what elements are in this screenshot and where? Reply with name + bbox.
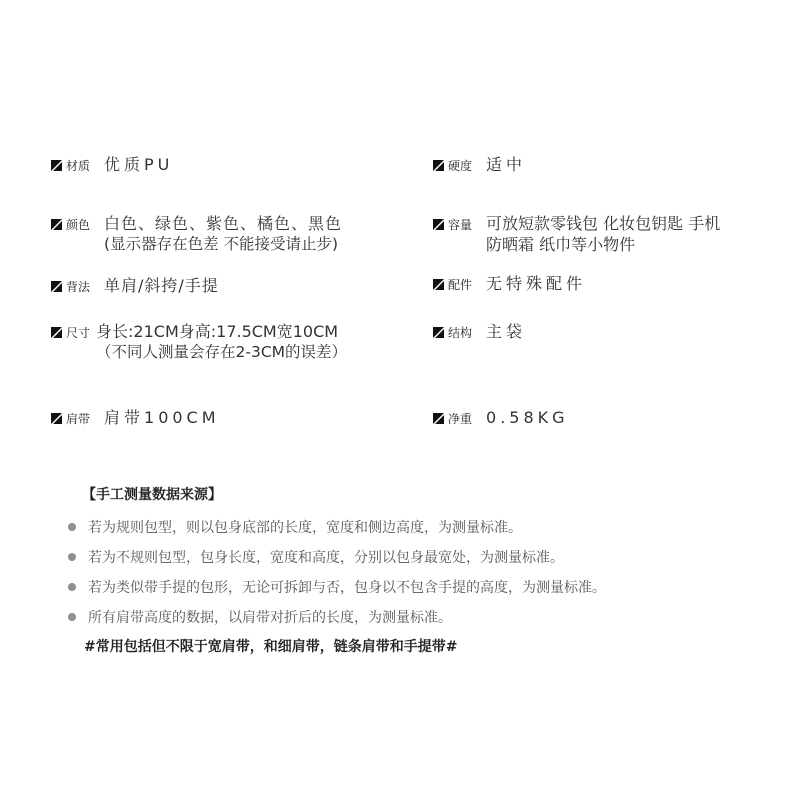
note-text: 若为不规则包型，包身长度，宽度和高度，分别以包身最宽处，为测量标准。 (88, 550, 564, 566)
spec-value: 可放短款零钱包 化妆包钥匙 手机 防晒霜 纸巾等小物件 (486, 214, 721, 254)
list-item (68, 542, 768, 572)
spec-marker-icon (433, 413, 444, 424)
bullet-icon (68, 583, 76, 591)
spec-marker-icon (433, 160, 444, 171)
spec-label: 尺寸 (66, 326, 91, 340)
spec-material (51, 157, 173, 175)
spec-color (51, 216, 342, 255)
spec-value: 0.58KG (486, 408, 569, 427)
list-item (68, 512, 768, 542)
spec-label: 材质 (66, 159, 91, 173)
spec-label: 颜色 (66, 218, 91, 232)
spec-value: 适中 (486, 155, 527, 174)
spec-accessories (433, 276, 586, 294)
spec-label: 背法 (66, 280, 91, 294)
spec-size (51, 324, 347, 363)
measurement-notes (68, 484, 768, 656)
bullet-icon (68, 523, 76, 531)
spec-marker-icon (51, 281, 62, 292)
spec-hardness (433, 157, 526, 175)
spec-value: 单肩/斜挎/手提 (104, 276, 219, 295)
spec-marker-icon (433, 279, 444, 290)
notes-footer: #常用包括但不限于宽肩带，和细肩带，链条肩带和手提带# (84, 639, 458, 655)
spec-label: 容量 (448, 218, 473, 232)
spec-marker-icon (51, 413, 62, 424)
spec-value: 优质PU (104, 155, 174, 174)
spec-marker-icon (51, 160, 62, 171)
spec-weight (433, 410, 569, 428)
spec-label: 配件 (448, 278, 473, 292)
spec-label: 肩带 (66, 412, 91, 426)
spec-marker-icon (51, 327, 62, 338)
spec-label: 硬度 (448, 159, 473, 173)
spec-marker-icon (433, 327, 444, 338)
list-item (68, 602, 768, 632)
note-text: 所有肩带高度的数据，以肩带对折后的长度，为测量标准。 (88, 610, 452, 626)
spec-marker-icon (51, 219, 62, 230)
spec-marker-icon (433, 219, 444, 230)
spec-value: 白色、绿色、紫色、橘色、黑色 (显示器存在色差 不能接受请止步) (104, 214, 343, 253)
note-text: 若为规则包型，则以包身底部的长度，宽度和侧边高度，为测量标准。 (88, 520, 522, 536)
bullet-icon (68, 553, 76, 561)
spec-capacity (433, 216, 720, 255)
spec-value: 身长:21CM身高:17.5CM宽10CM （不同人测量会存在2-3CM的误差） (96, 322, 348, 361)
spec-label: 净重 (448, 412, 473, 426)
spec-structure (433, 324, 526, 342)
note-text: 若为类似带手提的包形，无论可拆卸与否，包身以不包含手提的高度，为测量标准。 (88, 580, 606, 596)
spec-carry (51, 278, 219, 296)
list-item (68, 572, 768, 602)
spec-value: 主袋 (486, 322, 527, 341)
spec-strap (51, 410, 220, 428)
bullet-icon (68, 613, 76, 621)
spec-value: 无特殊配件 (486, 274, 587, 293)
spec-value: 肩带100CM (104, 408, 220, 427)
spec-label: 结构 (448, 326, 473, 340)
notes-title: 【手工测量数据来源】 (82, 487, 222, 503)
